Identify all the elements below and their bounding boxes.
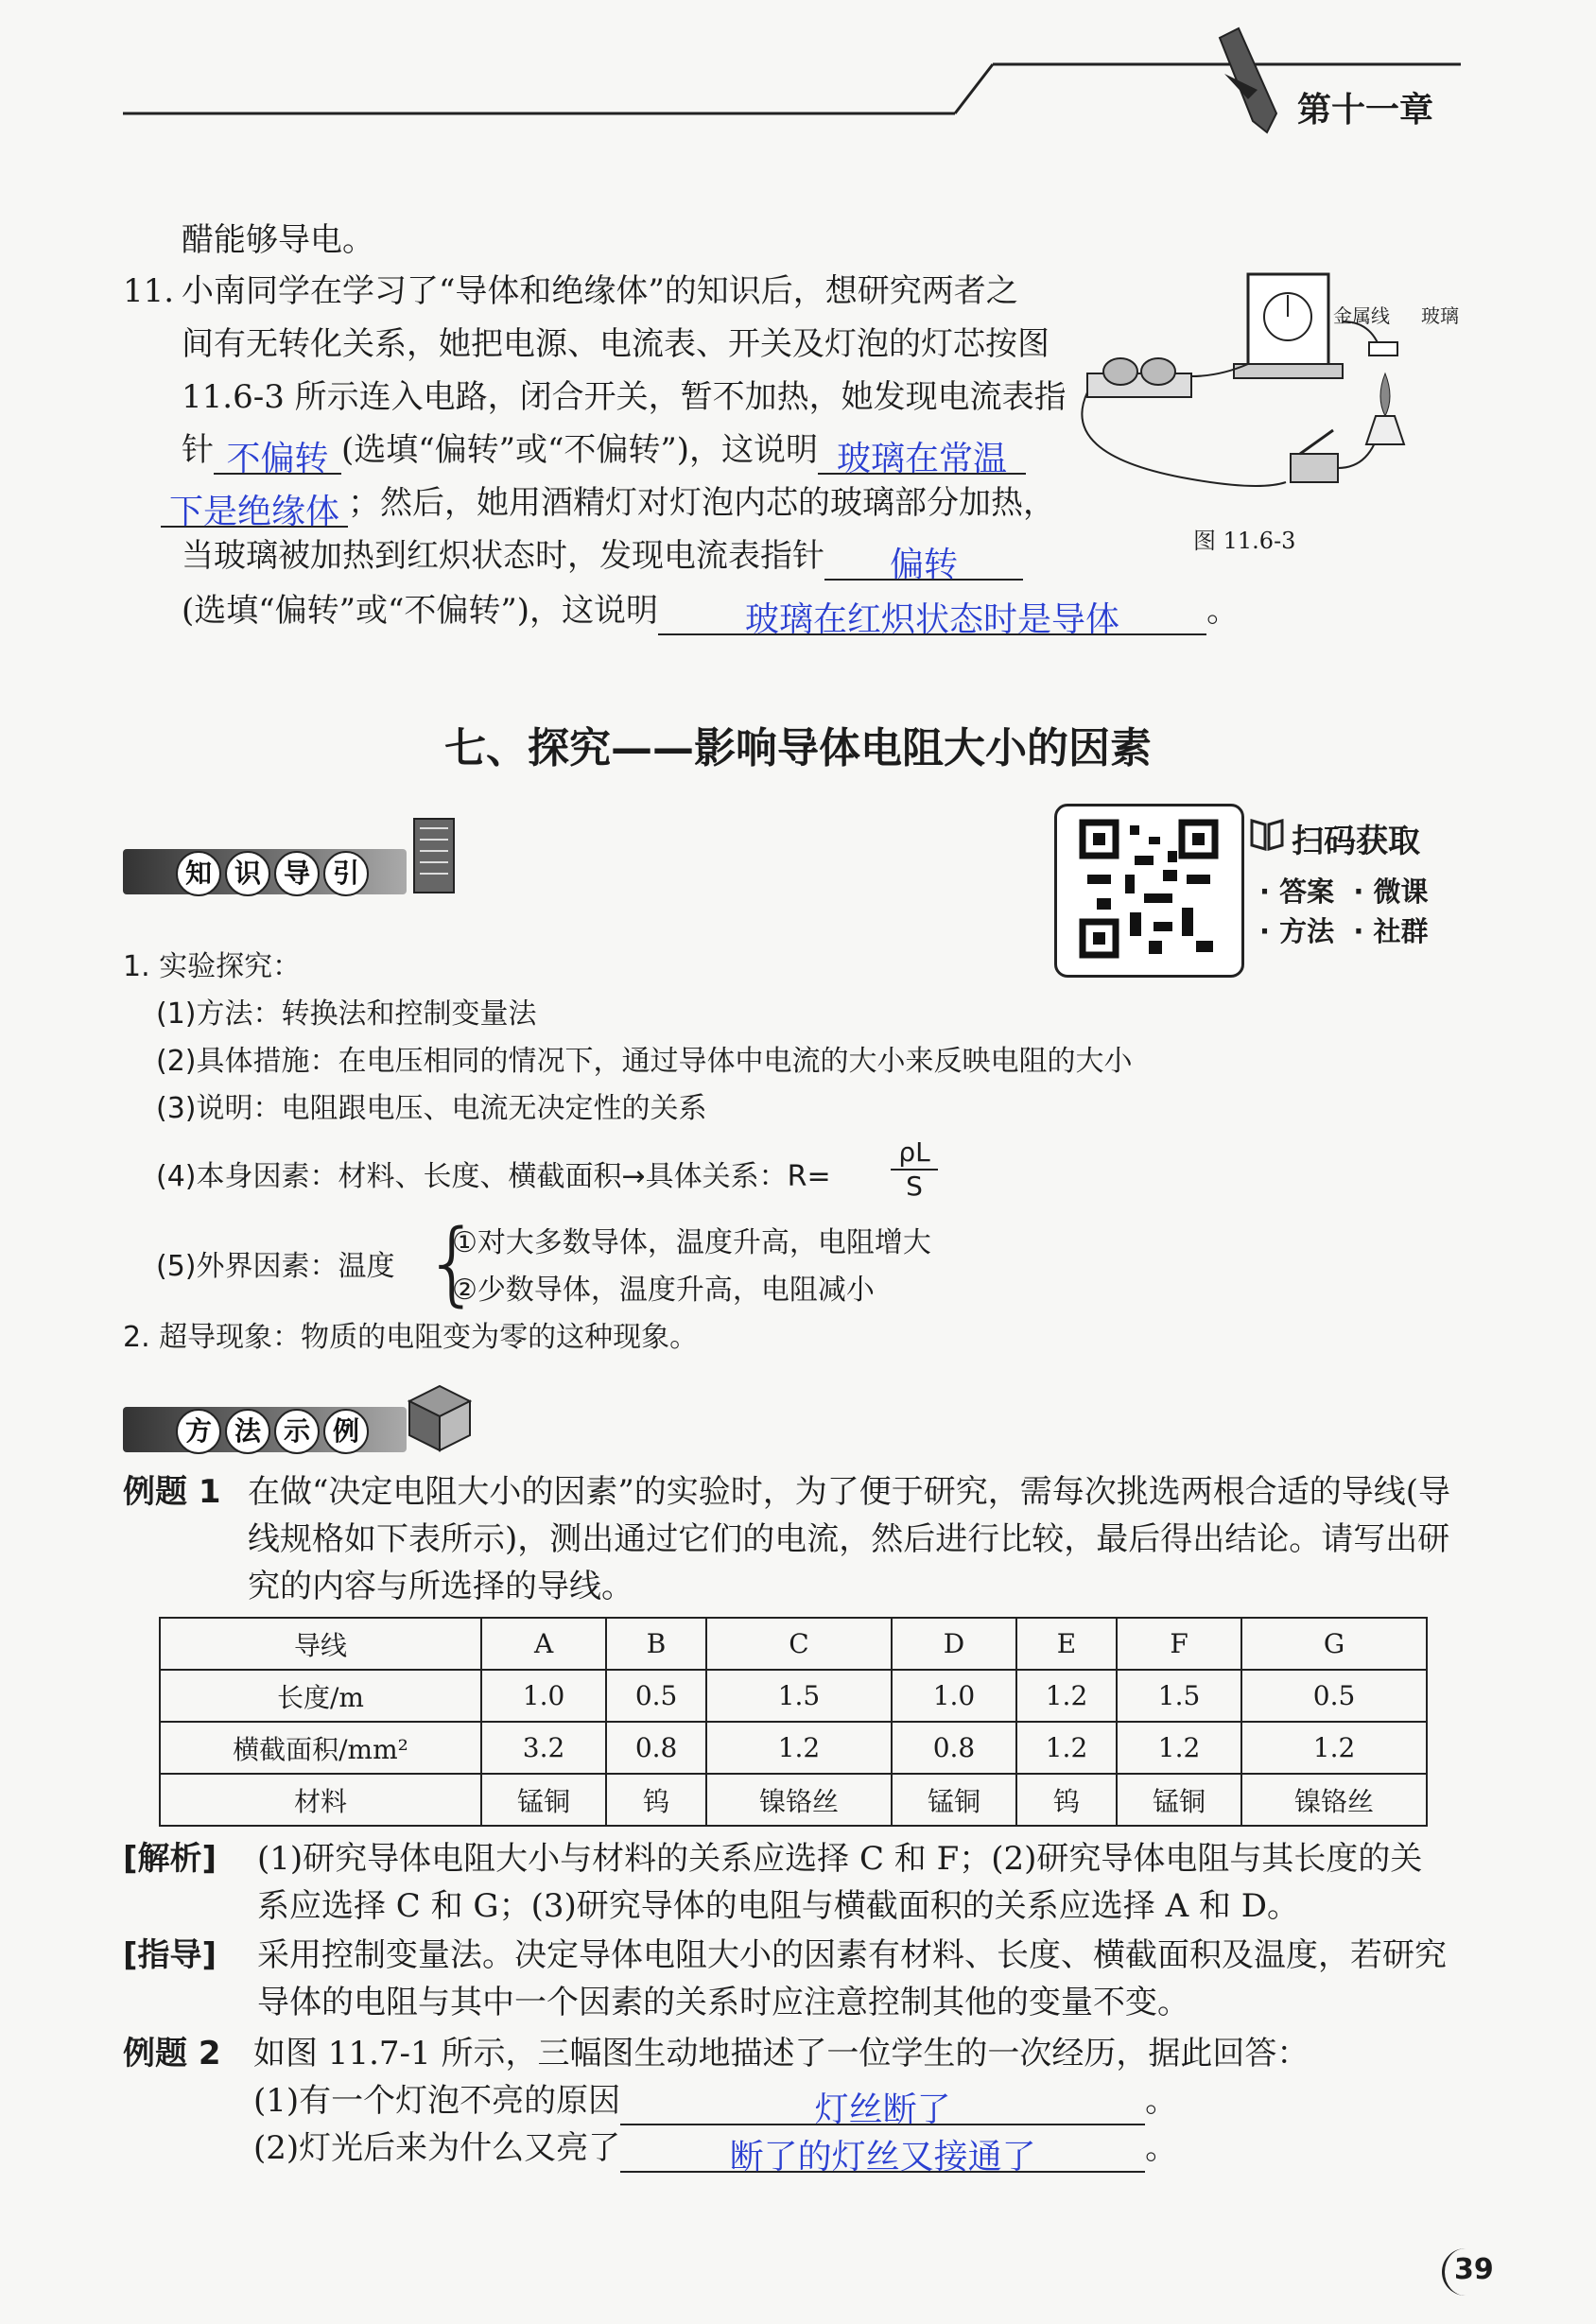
guide-label: [指导] [123, 1936, 217, 1974]
book-icon [1248, 815, 1286, 853]
example-2-q1: (1)有一个灯泡不亮的原因 灯丝断了 。 [253, 2082, 1178, 2129]
example-1-line: 线规格如下表所示)，测出通过它们的电流，然后进行比较，最后得出结论。请写出研 [248, 1520, 1450, 1558]
table-row: 材料 锰铜 钨 镍铬丝 锰铜 钨 锰铜 镍铬丝 [160, 1774, 1427, 1826]
analysis-line: (1)研究导体电阻大小与材料的关系应选择 C 和 F；(2)研究导体电阻与其长度的关 [257, 1840, 1423, 1878]
section-title: 七、探究——影响导体电阻大小的因素 [444, 724, 1152, 772]
q11-line: 小南同学在学习了“导体和绝缘体”的知识后，想研究两者之 [182, 272, 1018, 310]
analysis-label: [解析] [123, 1840, 217, 1878]
chapter-title: 第十一章 [1297, 91, 1434, 130]
example-2-label: 例题 2 [123, 2035, 221, 2073]
knowledge-line: 2. 超导现象：物质的电阻变为零的这种现象。 [123, 1321, 699, 1354]
answer-2b[interactable]: 下是绝缘体 [168, 493, 339, 531]
knowledge-line: (2)具体措施：在电压相同的情况下，通过导体中电流的大小来反映电阻的大小 [156, 1045, 1133, 1078]
brace: { [424, 1210, 482, 1316]
knowledge-line: ②少数导体，温度升高，电阻减小 [452, 1274, 875, 1307]
q11-line: (选填“偏转”或“不偏转”)，这说明 玻璃在红炽状态时是导体 。 [182, 592, 1240, 639]
method-banner: 方 法 示 例 [123, 1407, 407, 1452]
table-row: 横截面积/mm² 3.2 0.8 1.2 0.8 1.2 1.2 1.2 [160, 1722, 1427, 1774]
knowledge-line: (5)外界因素：温度 [156, 1250, 395, 1283]
qr-code-image [1078, 818, 1220, 960]
wire-spec-table [159, 1617, 1428, 1827]
prev-question-tail: 醋能够导电。 [182, 221, 374, 259]
example-1-label: 例题 1 [123, 1473, 221, 1511]
table-header: A [481, 1618, 606, 1670]
table-header: 导线 [160, 1618, 481, 1670]
analysis-line: 系应选择 C 和 G；(3)研究导体的电阻与横截面积的关系应选择 A 和 D。 [257, 1887, 1299, 1925]
table-header: G [1241, 1618, 1427, 1670]
figure-label-glass: 玻璃 [1421, 304, 1459, 327]
figure-caption: 图 11.6-3 [1193, 528, 1296, 554]
example-2-line: 如图 11.7-1 所示，三幅图生动地描述了一位学生的一次经历，据此回答： [253, 2035, 1310, 2073]
answer-ex2-2[interactable]: 断了的灯丝又接通了 [729, 2138, 1036, 2177]
pencil-icon [1220, 28, 1276, 132]
notebook-icon [407, 813, 463, 898]
table-header: F [1117, 1618, 1241, 1670]
knowledge-line: 1. 实验探究： [123, 950, 302, 983]
q11-line: 下是绝缘体 ；然后，她用酒精灯对灯泡内芯的玻璃部分加热， [161, 478, 1055, 528]
table-row: 长度/m 1.0 0.5 1.5 1.0 1.2 1.5 0.5 [160, 1670, 1427, 1722]
resistance-formula: ρL S [891, 1136, 938, 1203]
qr-items: · 答案 · 微课 · 方法 · 社群 [1259, 876, 1429, 947]
example-2-q2: (2)灯光后来为什么又亮了 断了的灯丝又接通了 。 [253, 2129, 1178, 2177]
figure-label-wire: 金属线 [1333, 304, 1390, 327]
knowledge-line: (3)说明：电阻跟电压、电流无决定性的关系 [156, 1092, 707, 1125]
answer-4[interactable]: 玻璃在红炽状态时是导体 [745, 600, 1120, 639]
knowledge-line: ①对大多数导体，温度升高，电阻增大 [452, 1226, 931, 1259]
page-number: 39 [1454, 2253, 1494, 2286]
table-header: D [892, 1618, 1016, 1670]
qr-title: 扫码获取 [1292, 823, 1420, 860]
answer-1[interactable]: 不偏转 [226, 440, 329, 478]
knowledge-line: (1)方法：转换法和控制变量法 [156, 997, 537, 1031]
guide-line: 采用控制变量法。决定导体电阻大小的因素有材料、长度、横截面积及温度，若研究 [257, 1936, 1447, 1974]
example-1-line: 在做“决定电阻大小的因素”的实验时，为了便于研究，需每次挑选两根合适的导线(导 [248, 1473, 1451, 1511]
q11-line: 针 不偏转 (选填“偏转”或“不偏转”)，这说明 玻璃在常温 [182, 425, 1026, 475]
q11-line: 11.6-3 所示连入电路，闭合开关，暂不加热，她发现电流表指 [182, 378, 1067, 416]
answer-ex2-1[interactable]: 灯丝断了 [814, 2090, 951, 2129]
qr-code[interactable] [1054, 804, 1244, 978]
q11-line: 间有无转化关系，她把电源、电流表、开关及灯泡的灯芯按图 [182, 325, 1050, 363]
answer-3[interactable]: 偏转 [889, 546, 958, 584]
guide-line: 导体的电阻与其中一个因素的关系时应注意控制其他的变量不变。 [257, 1984, 1189, 2021]
table-header: B [606, 1618, 706, 1670]
table-header: C [706, 1618, 892, 1670]
q11-line: 当玻璃被加热到红炽状态时，发现电流表指针 偏转 [182, 531, 1023, 581]
table-header: E [1016, 1618, 1117, 1670]
cube-icon [402, 1380, 477, 1456]
question-number: 11. [123, 272, 175, 310]
knowledge-line: (4)本身因素：材料、长度、横截面积→具体关系：R= [156, 1160, 831, 1193]
table-header-row [160, 1618, 1427, 1670]
answer-2a[interactable]: 玻璃在常温 [837, 440, 1008, 478]
knowledge-banner: 知 识 导 引 [123, 849, 407, 894]
example-1-line: 究的内容与所选择的导线。 [248, 1568, 633, 1605]
